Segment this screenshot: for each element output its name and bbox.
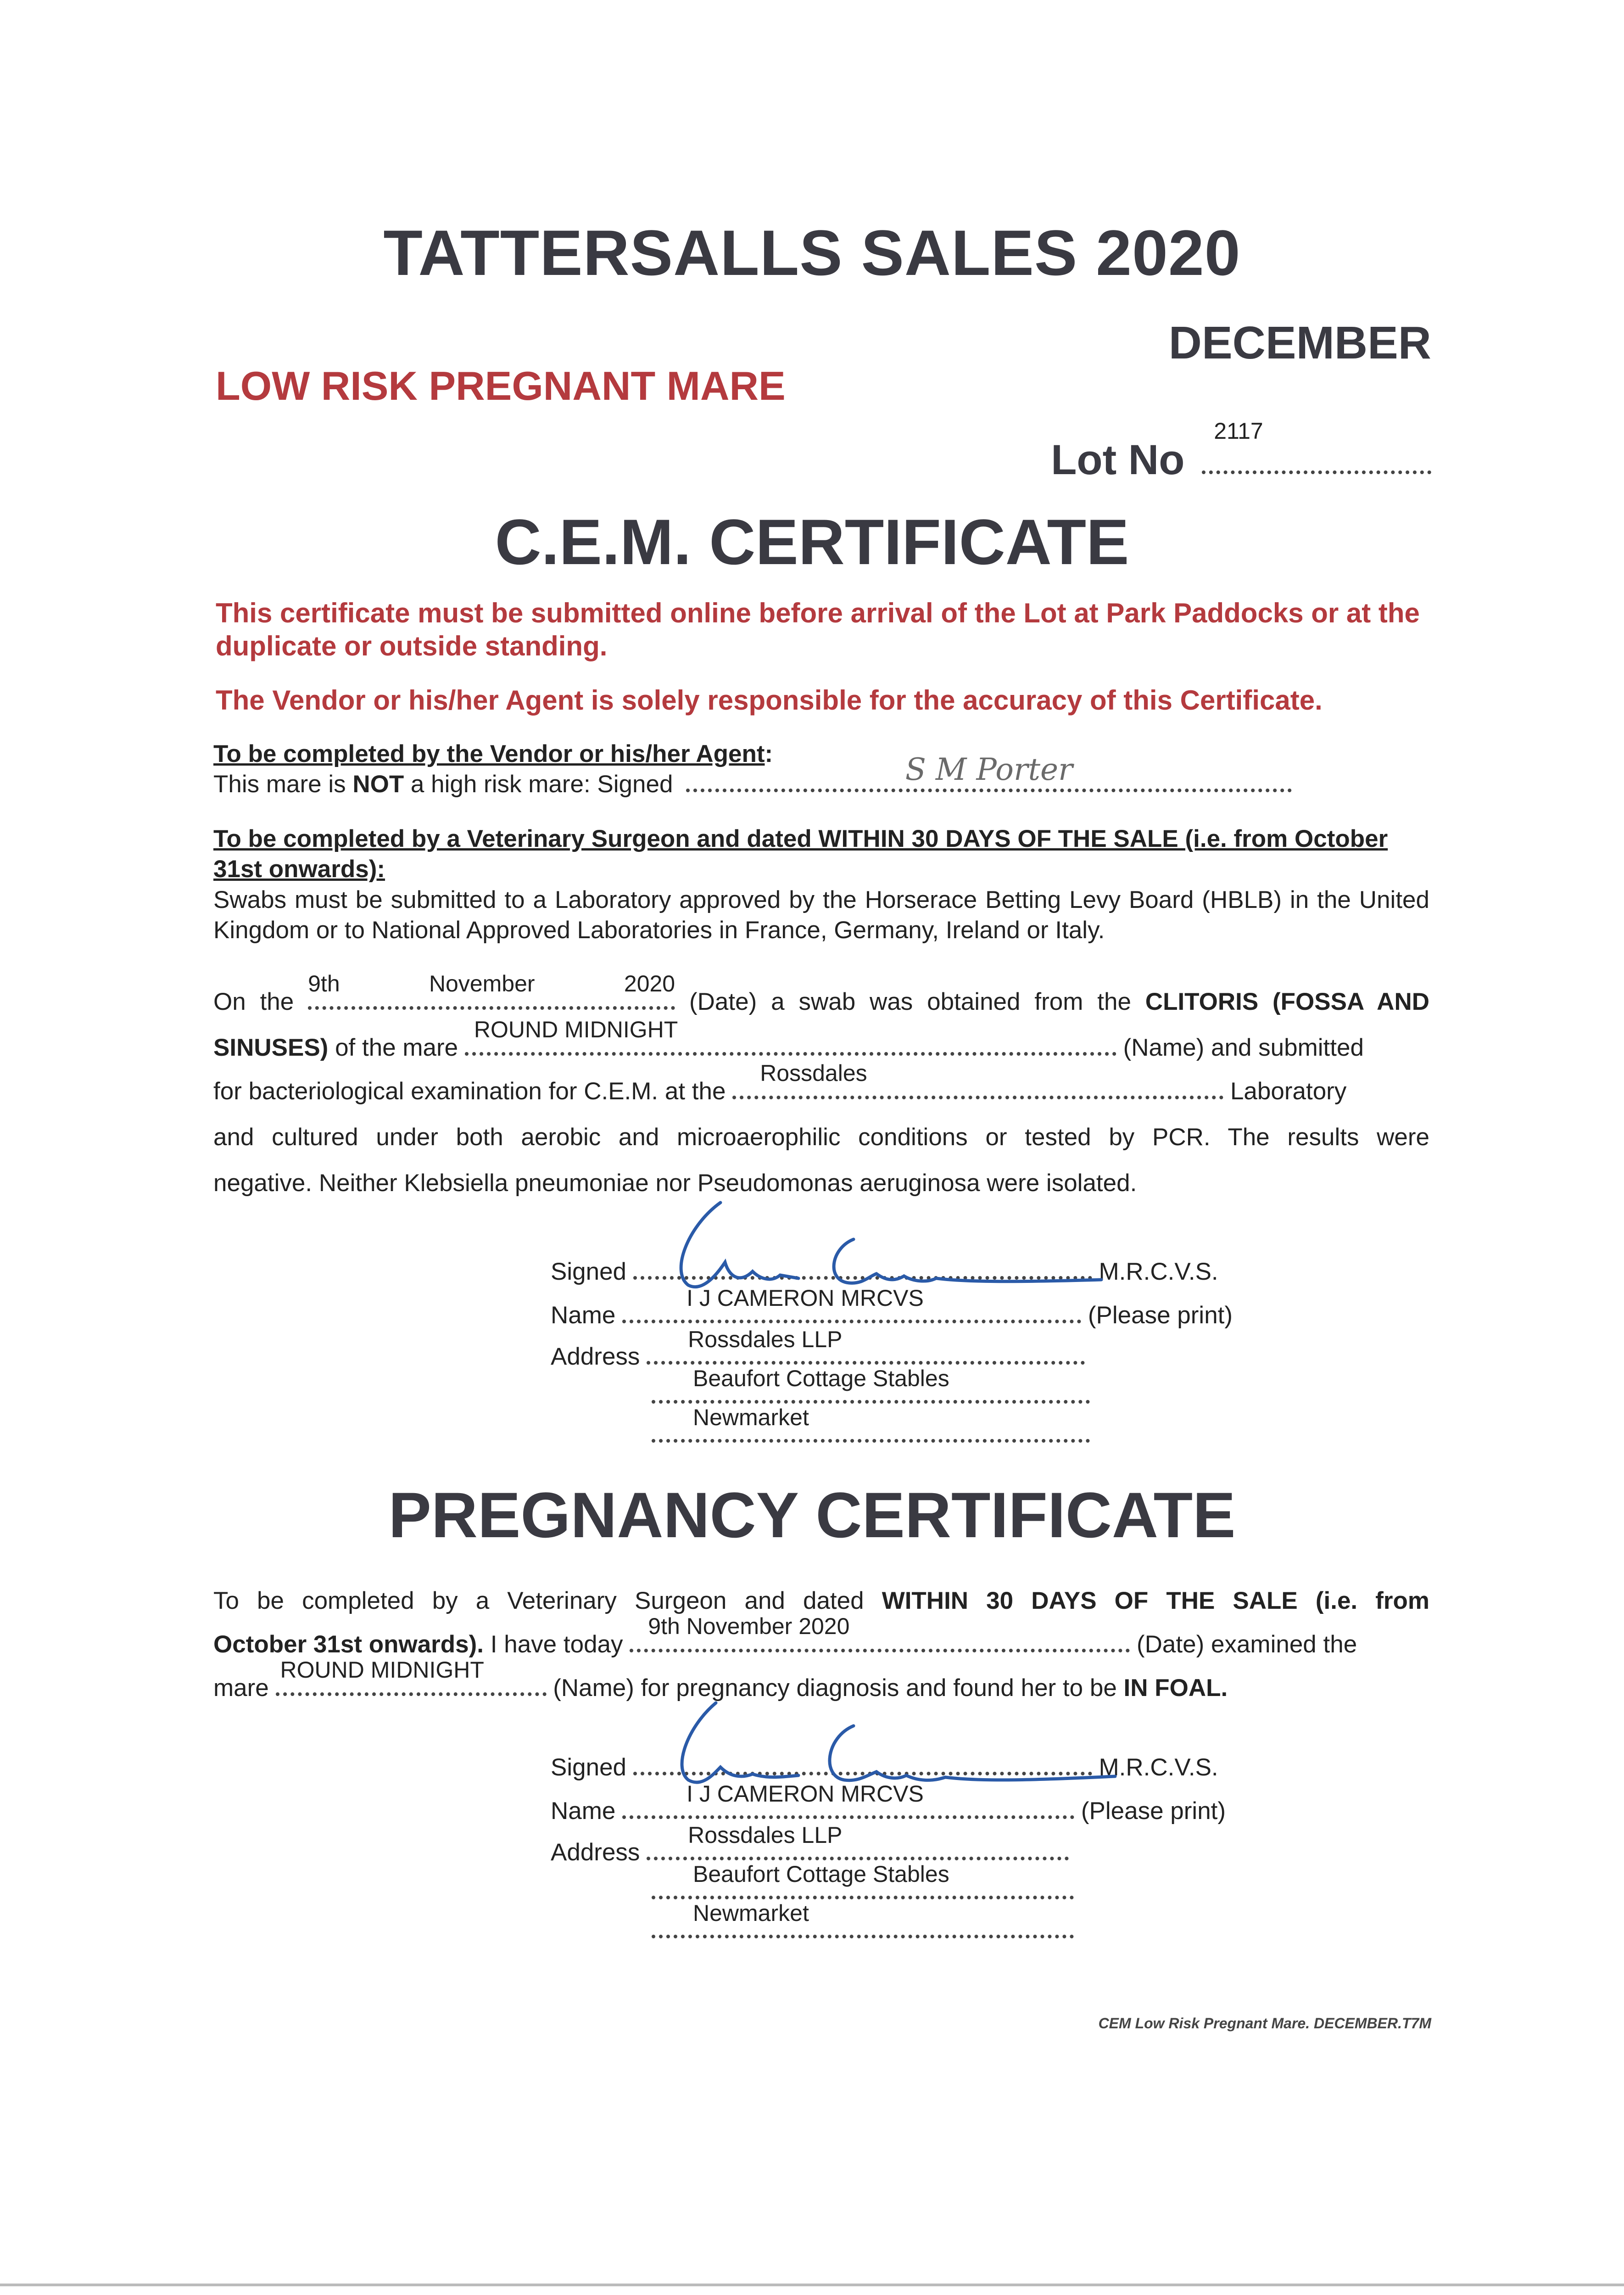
in-foal-result: IN FOAL. — [1123, 1674, 1228, 1702]
vendor-line-not: NOT — [352, 771, 404, 798]
preg-mrcvs-label: M.R.C.V.S. — [1099, 1754, 1218, 1781]
preg-address-1: Rossdales LLP — [688, 1822, 843, 1848]
pregnancy-certificate-title: PREGNANCY CERTIFICATE — [388, 1479, 1236, 1551]
date-text: (Date) a swab was obtained from the — [689, 988, 1131, 1015]
swabs-text: Swabs must be submitted to a Laboratory approved by the Horserace Betting Levy Board (HBLB) in the United Kingdom or to National Approved Laboratories in France, Germany, Ireland or Italy. — [213, 886, 1429, 944]
mare-name-line — [465, 1016, 1116, 1056]
swab-date-value: 9th November 2020 — [308, 970, 675, 996]
vendor-line-pre: This mare is — [213, 771, 353, 798]
vet-section-heading — [213, 824, 1429, 946]
cem-name-label: Name — [551, 1302, 616, 1329]
preg-address-3: Newmarket — [693, 1900, 809, 1926]
preg-vet-name: I J CAMERON MRCVS — [686, 1781, 924, 1807]
lot-number-field — [1051, 418, 1431, 484]
cem-address-line-2 — [652, 1366, 1090, 1404]
cultured-text: and cultured under both aerobic and microaerophilic conditions or tested by PCR. The results were — [213, 1124, 1429, 1151]
preg-line2-text: I have today — [490, 1631, 623, 1658]
lot-dotted-line — [1202, 464, 1431, 474]
cem-address-line-3 — [652, 1405, 1090, 1443]
cem-vet-name: I J CAMERON MRCVS — [686, 1285, 924, 1311]
cem-mrcvs-label: M.R.C.V.S. — [1099, 1258, 1218, 1285]
cem-name-line — [622, 1285, 1081, 1323]
cem-address-label: Address — [551, 1343, 640, 1370]
cem-address-3: Newmarket — [693, 1405, 809, 1430]
preg-line2-post: (Date) examined the — [1137, 1631, 1357, 1658]
preg-mare-name-line — [276, 1657, 547, 1696]
swab-line-3 — [213, 1060, 1429, 1107]
preg-address-line-3 — [652, 1900, 1074, 1938]
exam-date-line — [630, 1613, 1130, 1652]
vet-heading: To be completed by a Veterinary Surgeon and dated WITHIN 30 DAYS OF THE SALE (i.e. from October 31st onwards): — [213, 825, 1388, 883]
document-title: TATTERSALLS SALES 2020 — [383, 217, 1241, 289]
vendor-section: To be completed by the Vendor or his/her Agent: This mare is NOT a high risk mare: Signed S M Porter — [213, 739, 1429, 800]
preg-mare-name: ROUND MIDNIGHT — [280, 1657, 484, 1683]
sinuses-label: SINUSES) — [213, 1034, 329, 1061]
preg-address-line-1 — [647, 1822, 1069, 1860]
preg-name-label: Name — [551, 1797, 616, 1825]
sale-month: DECEMBER — [1168, 317, 1431, 369]
preg-address-line-2 — [652, 1861, 1074, 1899]
lot-label: Lot No — [1051, 437, 1185, 483]
preg-line3-text: (Name) for pregnancy diagnosis and found her to be — [553, 1674, 1117, 1702]
cem-address-line-1 — [647, 1327, 1085, 1365]
for-bact-text: for bacteriological examination for C.E.M. at the — [213, 1078, 726, 1105]
form-reference-footer: CEM Low Risk Pregnant Mare. DECEMBER.T7M — [1098, 2015, 1431, 2032]
cem-signed-label: Signed — [551, 1258, 627, 1285]
preg-please-print: (Please print) — [1081, 1797, 1226, 1825]
scan-edge-line — [0, 2284, 1624, 2286]
vendor-signature: S M Porter — [905, 751, 1073, 787]
swab-site: CLITORIS (FOSSA AND — [1145, 988, 1430, 1015]
preg-line2-bold: October 31st onwards). — [213, 1631, 484, 1658]
exam-date-value: 9th November 2020 — [648, 1613, 850, 1639]
vendor-heading: To be completed by the Vendor or his/her Agent — [213, 740, 765, 767]
laboratory-value: Rossdales — [760, 1060, 867, 1086]
laboratory-line — [732, 1060, 1223, 1099]
preg-mare-word: mare — [213, 1674, 269, 1702]
submission-notice: This certificate must be submitted online before arrival of the Lot at Park Paddocks or at the duplicate or outside standing. — [216, 598, 1420, 661]
preg-address-label: Address — [551, 1839, 640, 1866]
cem-please-print: (Please print) — [1088, 1302, 1233, 1329]
name-submitted-text: (Name) and submitted — [1123, 1034, 1364, 1061]
preg-line1-text: To be completed by a Veterinary Surgeon and dated — [213, 1587, 864, 1614]
mare-name-value: ROUND MIDNIGHT — [474, 1016, 678, 1042]
negative-text: negative. Neither Klebsiella pneumoniae nor Pseudomonas aeruginosa were isolated. — [213, 1170, 1137, 1197]
lot-value: 2117 — [1214, 418, 1263, 444]
cem-address-2: Beaufort Cottage Stables — [693, 1366, 949, 1391]
on-the-label: On the — [213, 988, 294, 1015]
preg-name-line — [622, 1781, 1074, 1819]
of-the-mare-label: of the mare — [335, 1034, 458, 1061]
swab-line-1 — [213, 970, 1430, 1017]
cem-address-1: Rossdales LLP — [688, 1327, 843, 1352]
preg-signed-label: Signed — [551, 1754, 627, 1781]
vendor-signature-line — [686, 751, 1292, 792]
laboratory-word: Laboratory — [1230, 1078, 1347, 1105]
responsibility-notice: The Vendor or his/her Agent is solely responsible for the accuracy of this Certificate. — [216, 685, 1323, 716]
preg-address-2: Beaufort Cottage Stables — [693, 1861, 949, 1887]
vendor-line-post: a high risk mare: Signed — [404, 771, 673, 798]
preg-line1-bold: WITHIN 30 DAYS OF THE SALE (i.e. from — [882, 1587, 1429, 1614]
swab-date-line — [308, 970, 675, 1010]
cem-certificate-title: C.E.M. CERTIFICATE — [495, 506, 1129, 578]
risk-category-label: LOW RISK PREGNANT MARE — [216, 363, 786, 409]
